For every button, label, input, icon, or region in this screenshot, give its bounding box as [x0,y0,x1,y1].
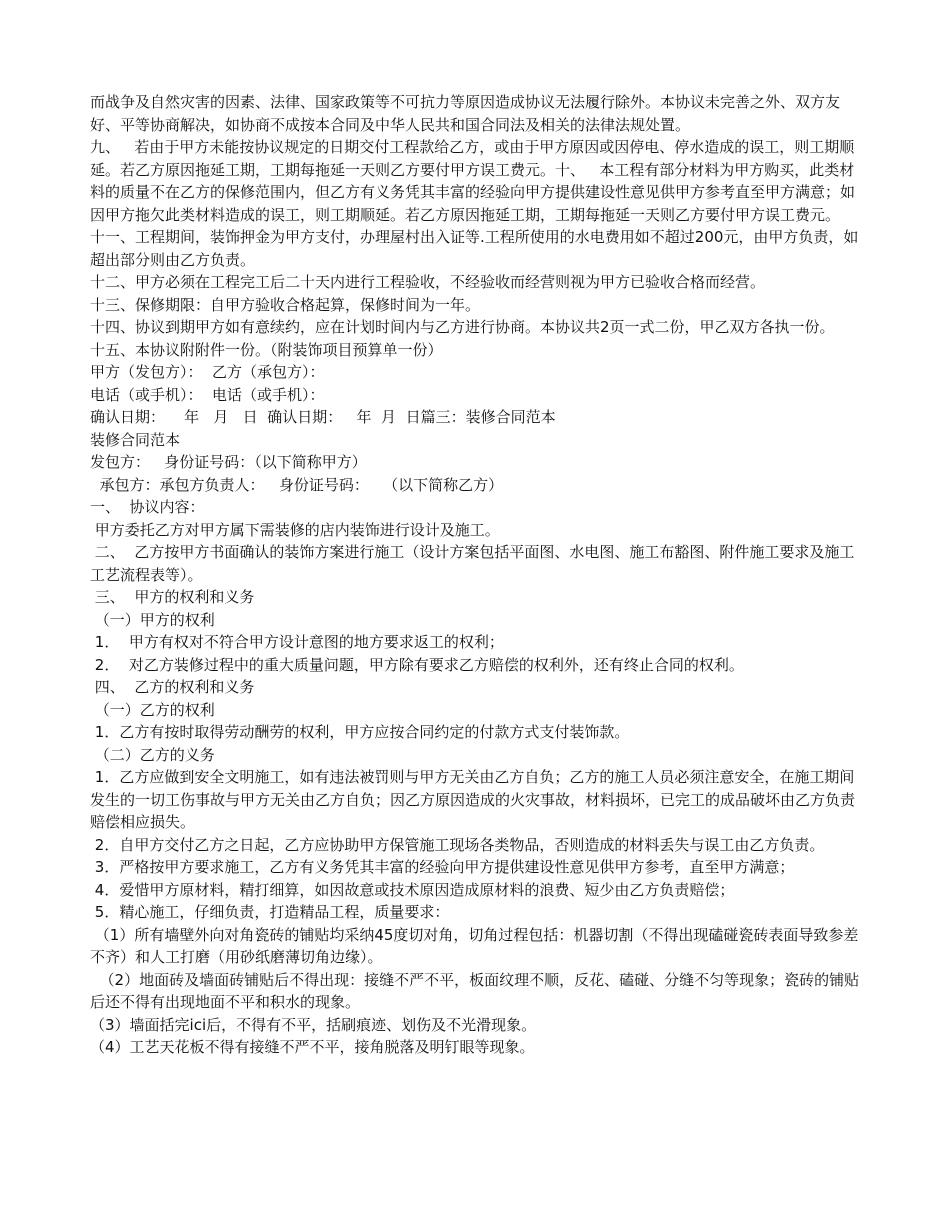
clause-13: 十三、保修期限：自甲方验收合格起算，保修时间为一年。 [90,295,481,314]
employer-line: 发包方： 身份证号码：（以下简称甲方） [90,453,367,471]
contractor-duty-5: 5．精心施工，仔细负责，打造精品工程，质量要求： [90,903,450,921]
section-1-heading: 一、 协议内容： [90,498,205,516]
contractor-duty-2: 2．自甲方交付乙方之日起，乙方应协助甲方保管施工现场各类物品，否则造成的材料丢失与误工由乙方负责。 [90,835,825,854]
clause-15: 十五、本协议附附件一份。（附装饰项目预算单一份） [90,340,443,359]
clause-9-10: 九、 若由于甲方未能按协议规定的日期交付工程款给乙方，或由于甲方原因或因停电、停水造成的误工，则工期顺延。若乙方原因拖延工期，工期每拖延一天则乙方要付甲方误工费元。十、 本工程有部分材料为甲方购买，此类材料的质量不在乙方的保修范围内，但乙方有义务凭其丰富的经验向甲方提供建设性意见供甲方参考直至甲方满意；如因甲方拖欠此类材料造成的误工，则工期顺延。若乙方原因拖延工期，工期每拖延一天则乙方要付甲方误工费元。 [90,138,856,224]
quality-requirement-2: （2）地面砖及墙面砖铺贴后不得出现：接缝不严不平，板面纹理不顺，反花、磕碰、分缝不匀等现象；瓷砖的铺贴后还不得有出现地面不平和积水的现象。 [90,970,860,1011]
clause-14: 十四、协议到期甲方如有意续约，应在计划时间内与乙方进行协商。本协议共2页一式二份，甲乙双方各执一份。 [90,318,835,336]
quality-requirement-3: （3）墙面括完ici后，不得有不平，括刷痕迹、划伤及不光滑现象。 [90,1015,537,1034]
employer-rights-heading: （一）甲方的权利 [90,610,215,629]
paragraph-force-majeure: 而战争及自然灾害的因素、法律、国家政策等不可抗力等原因造成协议无法履行除外。本协议未完善之外、双方友好、平等协商解决，如协商不成按本合同及中华人民共和国合同法及相关的法律法规处置。 [90,93,841,134]
phone-line: 电话（或手机）： 电话（或手机）： [90,385,325,404]
section-2-text: 二、 乙方按甲方书面确认的装饰方案进行施工（设计方案包括平面图、水电图、施工布豁图、附件施工要求及施工工艺流程表等）。 [90,543,855,584]
contractor-line: 承包方：承包方负责人： 身份证号码： （以下简称乙方） [90,475,504,494]
contractor-duty-1: 1．乙方应做到安全文明施工，如有违法被罚则与甲方无关由乙方自负；乙方的施工人员必须注意安全，在施工期间发生的一切工伤事故与甲方无关由乙方自负；因乙方原因造成的火灾事故，材料损坏，已完工的成品破坏由乙方负责赔偿相应损失。 [90,768,856,831]
contractor-duties-heading: （二）乙方的义务 [90,745,215,764]
contractor-right-1: 1．乙方有按时取得劳动酬劳的权利，甲方应按合同约定的付款方式支付装饰款。 [90,723,630,741]
employer-right-1: 1． 甲方有权对不符合甲方设计意图的地方要求返工的权利； [90,633,504,651]
employer-right-2: 2． 对乙方装修过程中的重大质量问题，甲方除有要求乙方赔偿的权利外，还有终止合同的权利。 [90,655,744,674]
confirm-date-line: 确认日期： 年 月 日 确认日期： 年 月 日篇三：装修合同范本 [90,408,556,426]
section-4-heading: 四、 乙方的权利和义务 [90,678,255,696]
contract-title: 装修合同范本 [90,430,181,449]
clause-11: 十一、工程期间，装饰押金为甲方支付，办理屋村出入证等.工程所使用的水电费用如不超过200元，由甲方负责，如超出部分则由乙方负责。 [90,228,859,269]
section-3-heading: 三、 甲方的权利和义务 [90,588,255,606]
contractor-duty-4: 4．爱惜甲方原材料，精打细算，如因故意或技术原因造成原材料的浪费、短少由乙方负责赔偿； [90,880,735,899]
section-1-text: 甲方委托乙方对甲方属下需装修的店内装饰进行设计及施工。 [90,520,500,539]
clause-12: 十二、甲方必须在工程完工后二十天内进行工程验收，不经验收而经营则视为甲方已验收合格而经营。 [90,273,766,291]
quality-requirement-1: （1）所有墙壁外向对角瓷砖的铺贴均采纳45度切对角，切角过程包括：机器切割（不得出现磕碰瓷砖表面导致参差不齐）和人工打磨（用砂纸磨薄切角边缘）。 [90,925,859,966]
quality-requirement-4: （4）工艺天花板不得有接缝不严不平，接角脱落及明钉眼等现象。 [90,1038,535,1056]
party-signature-line: 甲方（发包方）： 乙方（承包方）： [90,363,325,381]
contractor-duty-3: 3．严格按甲方要求施工，乙方有义务凭其丰富的经验向甲方提供建设性意见供甲方参考，直至甲方满意； [90,858,795,876]
document-body [90,91,860,1059]
contractor-rights-heading: （一）乙方的权利 [90,700,215,719]
